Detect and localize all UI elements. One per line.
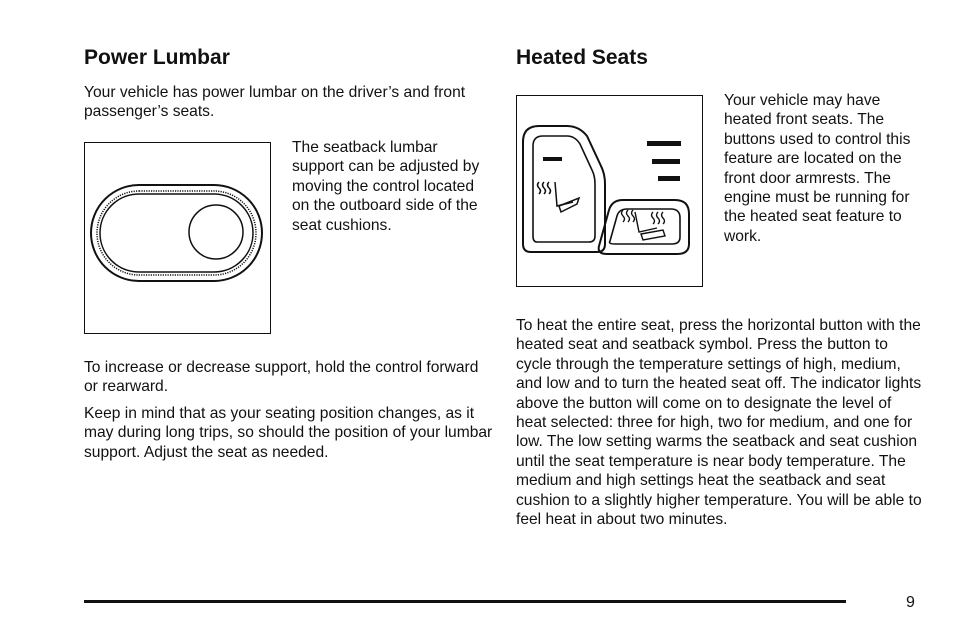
power-lumbar-para1: To increase or decrease support, hold the control forward or rearward. [84, 359, 479, 396]
footer-rule [84, 600, 846, 603]
page-number: 9 [906, 594, 915, 611]
lumbar-control-figure [84, 142, 271, 334]
power-lumbar-para2: Keep in mind that as your seating position changes, as it may during long trips, so should the position of your lumbar support. Adjust the seat as needed. [84, 405, 493, 461]
heated-seats-figure-caption: Your vehicle may have heated front seats. The buttons used to control this feature are located on the front door armrests. The engine must be running for the heated seat feature to work. [724, 92, 911, 245]
heated-seats-para1: To heat the entire seat, press the horizontal button with the heated seat and seatback symbol. Press the button to cycle through the temperature settings of high, medium, and low and to turn the heated seat off. The indicator lights above the button will come on to designate the level of heat selected: three for high, two for medium, and one for low. The low setting warms the seatback and seat cushion until the seat temperature is near body temperature. The medium and high settings heat the seatback and seat cushion to a slightly higher temperature. You will be able to feel heat in about two minutes. [516, 317, 922, 529]
power-lumbar-intro: Your vehicle has power lumbar on the driver’s and front passenger’s seats. [84, 84, 466, 121]
power-lumbar-heading: Power Lumbar [84, 46, 230, 69]
heated-seats-heading: Heated Seats [516, 46, 648, 69]
heated-seat-buttons-illustration-icon [517, 96, 701, 285]
lumbar-control-illustration-icon [85, 143, 269, 332]
heated-seat-buttons-figure [516, 95, 703, 287]
lumbar-figure-caption: The seatback lumbar support can be adjusted by moving the control located on the outboard side of the seat cushions. [292, 139, 480, 234]
